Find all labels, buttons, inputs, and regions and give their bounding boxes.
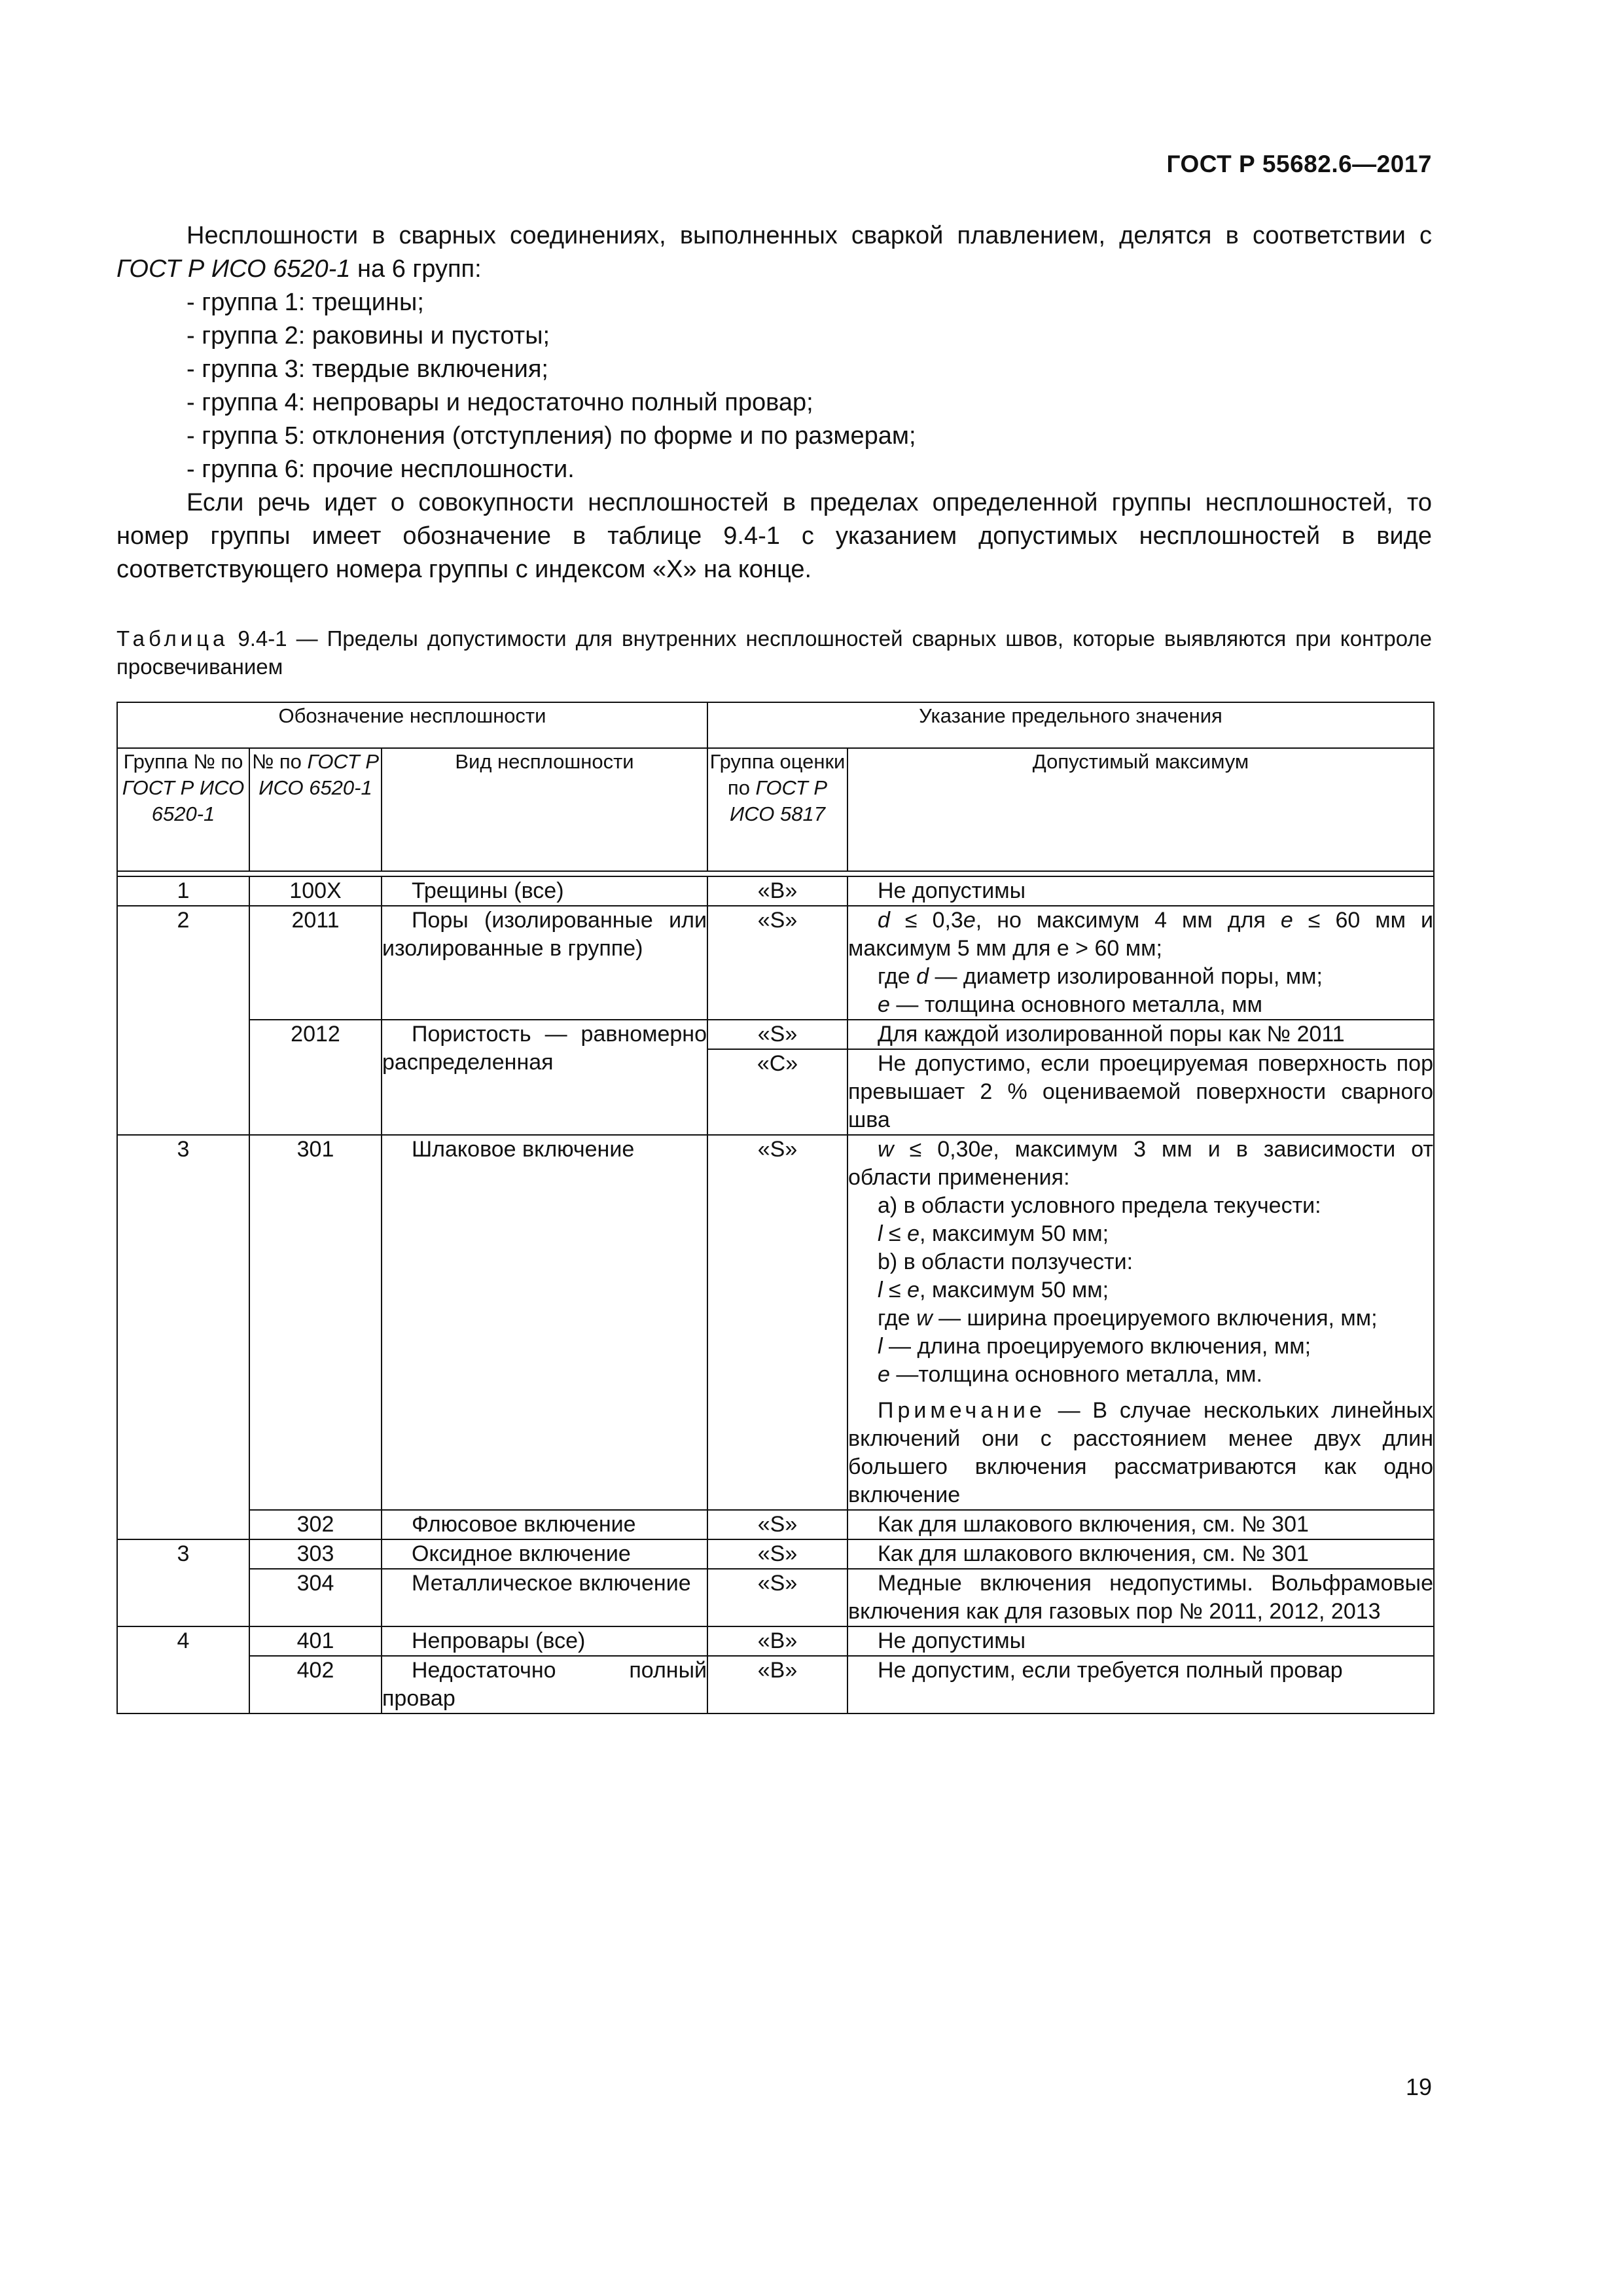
table-row [117, 1626, 1434, 1656]
table-row [117, 1656, 1434, 1713]
header-max: Допустимый максимум [847, 748, 1434, 871]
cell-max: d ≤ 0,3e, но максимум 4 мм для e ≤ 60 мм и максимум 5 мм для e > 60 мм; где d — диаметр изолированной поры, мм; e — толщина основного металла, мм [847, 906, 1434, 1020]
cell-grade: «S» [707, 1135, 847, 1510]
table-caption-label: Таблица [116, 626, 229, 651]
table-row [117, 1539, 1434, 1569]
cell-group: 4 [117, 1626, 249, 1713]
cell-grade: «B» [707, 876, 847, 906]
cell-type: Поры (изолированные или изолированные в группе) [382, 906, 707, 1020]
cell-type: Оксидное включение [382, 1539, 707, 1569]
cell-group: 3 [117, 1539, 249, 1626]
cell-grade: «S» [707, 1539, 847, 1569]
group-list-item: - группа 2: раковины и пустоты; [187, 322, 550, 350]
cell-number: 302 [249, 1510, 382, 1539]
table-row [117, 1135, 1434, 1510]
cell-type: Недостаточно полный провар [382, 1656, 707, 1713]
cell-type: Металлическое включение [382, 1569, 707, 1626]
intro-paragraph-1: Несплошности в сварных соединениях, выполненных сваркой плавлением, делятся в соответствии с ГОСТ Р ИСО 6520-1 на 6 групп: [116, 222, 1432, 283]
table-subheader-row [117, 748, 1434, 871]
cell-max: Медные включения недопустимы. Вольфрамовые включения как для газовых пор № 2011, 2012, 2013 [847, 1569, 1434, 1626]
cell-number: 303 [249, 1539, 382, 1569]
header-separator [117, 871, 1434, 876]
group-list-item: - группа 5: отклонения (отступления) по форме и по размерам; [187, 422, 916, 450]
header-grade: Группа оценки по ГОСТ Р ИСО 5817 [707, 748, 847, 871]
standard-reference: ГОСТ Р ИСО 6520-1 [116, 255, 351, 283]
header-defect-designation: Обозначение несплошности [117, 702, 707, 748]
cell-max: Не допустим, если требуется полный провар [847, 1656, 1434, 1713]
table-caption: Таблица 9.4-1 — Пределы допустимости для внутренних несплошностей сварных швов, которые выявляются при контроле просвечиванием [116, 626, 1432, 679]
cell-max: Не допустимо, если проецируемая поверхность пор превышает 2 % оцениваемой поверхности сварного шва [847, 1049, 1434, 1135]
cell-type: Флюсовое включение [382, 1510, 707, 1539]
note: Примечание — В случае нескольких линейных включений они с расстоянием менее двух длин большего включения рассматриваются как одно включение [848, 1398, 1433, 1507]
cell-max: Как для шлакового включения, см. № 301 [847, 1539, 1434, 1569]
cell-grade: «C» [707, 1049, 847, 1135]
cell-grade: «S» [707, 1020, 847, 1049]
cell-group: 3 [117, 1135, 249, 1539]
cell-number: 301 [249, 1135, 382, 1510]
intro-text [116, 219, 1432, 586]
cell-number: 2012 [249, 1020, 382, 1135]
intro-paragraph-2: Если речь идет о совокупности несплошностей в пределах определенной группы несплошностей, то номер группы имеет обозначение в таблице 9.4-1 с указанием допустимых несплошностей в виде соответствующего номера группы с индексом «Х» на конце. [116, 489, 1432, 583]
document-id-header: ГОСТ Р 55682.6—2017 [1166, 151, 1432, 177]
cell-number: 402 [249, 1656, 382, 1713]
cell-grade: «S» [707, 906, 847, 1020]
cell-grade: «B» [707, 1656, 847, 1713]
defects-table [116, 702, 1435, 1714]
table-row [117, 1510, 1434, 1539]
table-row [117, 906, 1434, 1020]
cell-max: Как для шлакового включения, см. № 301 [847, 1510, 1434, 1539]
cell-grade: «S» [707, 1569, 847, 1626]
table-header-row [117, 702, 1434, 748]
cell-type: Пористость — равномерно распределенная [382, 1020, 707, 1135]
cell-max: Для каждой изолированной поры как № 2011 [847, 1020, 1434, 1049]
cell-grade: «S» [707, 1510, 847, 1539]
group-list-item: - группа 3: твердые включения; [187, 355, 548, 383]
group-list-item: - группа 1: трещины; [187, 289, 424, 316]
cell-max: w ≤ 0,30e, максимум 3 мм и в зависимости от области применения: а) в области условного предела текучести: l ≤ e, максимум 50 мм; b) в области ползучести: l ≤ e, максимум 50 мм; где w — ширина проецируемого включения, мм; l — длина проецируемого включения, мм; e —толщина основного металла, мм. Примечание — В случае нескольких линейных включений они с расстоянием менее двух длин большего включения рассматриваются как одно включение [847, 1135, 1434, 1510]
cell-number: 304 [249, 1569, 382, 1626]
table-row [117, 1020, 1434, 1049]
cell-group: 1 [117, 876, 249, 906]
group-list-item: - группа 6: прочие несплошности. [187, 456, 575, 483]
cell-number: 100Х [249, 876, 382, 906]
table-row [117, 1569, 1434, 1626]
cell-type: Трещины (все) [382, 876, 707, 906]
header-defect-type: Вид несплошности [382, 748, 707, 871]
page-number: 19 [1405, 2073, 1432, 2100]
group-list-item: - группа 4: непровары и недостаточно полный провар; [187, 389, 813, 416]
cell-type: Шлаковое включение [382, 1135, 707, 1510]
cell-group: 2 [117, 906, 249, 1135]
cell-number: 401 [249, 1626, 382, 1656]
table-row [117, 876, 1434, 906]
header-number: № по ГОСТ Р ИСО 6520-1 [249, 748, 382, 871]
cell-grade: «B» [707, 1626, 847, 1656]
cell-number: 2011 [249, 906, 382, 1020]
cell-max: Не допустимы [847, 1626, 1434, 1656]
cell-max: Не допустимы [847, 876, 1434, 906]
header-group: Группа № по ГОСТ Р ИСО 6520-1 [117, 748, 249, 871]
cell-type: Непровары (все) [382, 1626, 707, 1656]
header-limit-indication: Указание предельного значения [707, 702, 1434, 748]
